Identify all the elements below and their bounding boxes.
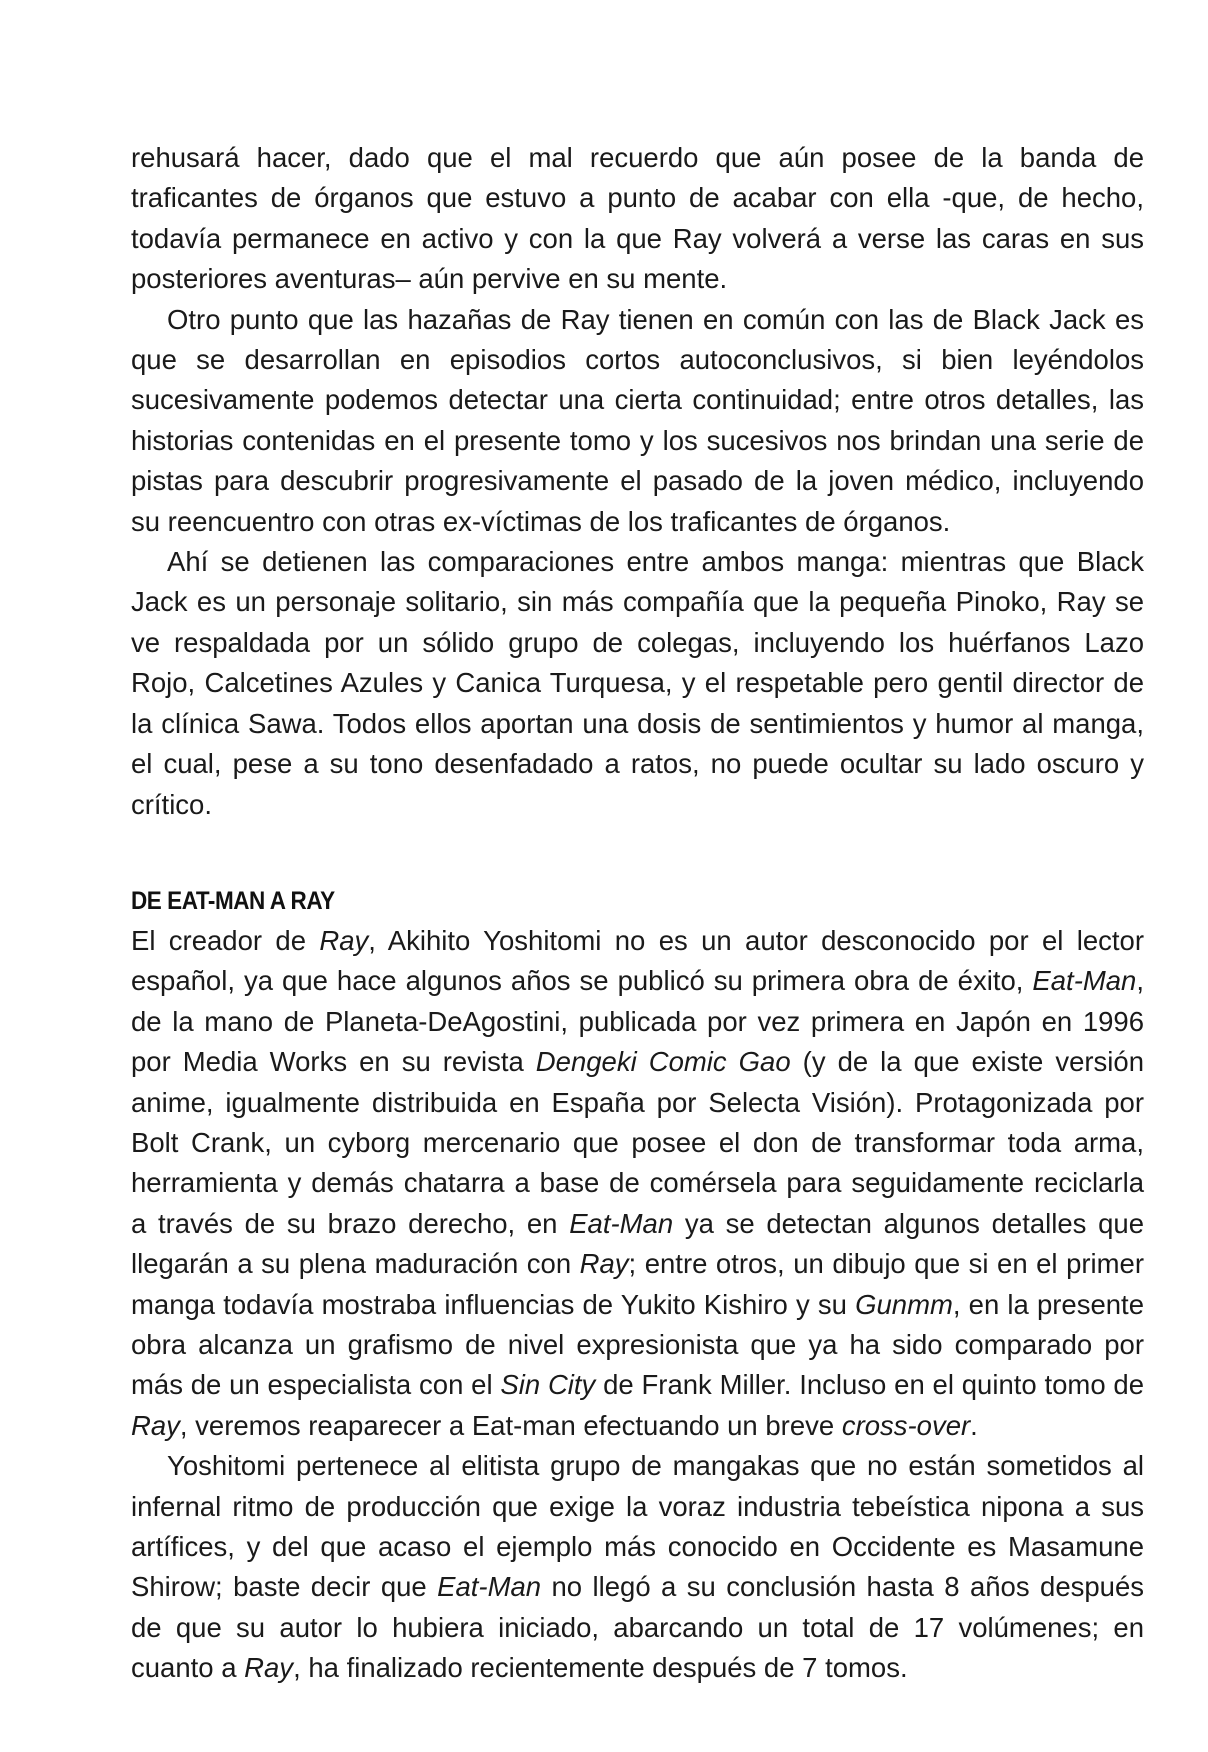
italic-title: Ray — [244, 1652, 294, 1684]
section-intro — [131, 138, 1144, 825]
text-run: . — [970, 1409, 978, 1441]
text-run: Ahí se detienen las comparaciones entre ambos manga: mientras que Black Jack es un personaje solitario, sin más compañía que la pequeña Pinoko, Ray se ve respaldada por un sólido grupo de colegas, incluyendo los huérfanos Lazo Rojo, Calcetines Azules y Canica Turquesa, y el respetable pero gentil director de la clínica Sawa. Todos ellos aportan una dosis de sentimientos y humor al manga, el cual, pese a su tono desenfadado a ratos, no puede ocultar su lado oscuro y crítico. — [131, 546, 1144, 820]
text-run: , Akihito Yoshitomi no es un autor desconocido por el lector español, ya que hace algunos años se publicó su primera obra de éxito, — [131, 924, 1144, 997]
text-run: , de la mano de Planeta-DeAgostini, publicada por vez primera en Japón en 1996 por Media Works en su revista — [131, 965, 1144, 1078]
italic-title: Eat-Man — [1032, 965, 1137, 997]
text-run: rehusará hacer, dado que el mal recuerdo que aún posee de la banda de traficantes de órganos que estuvo a punto de acabar con ella -que, de hecho, todavía permanece en activo y con la que Ray volverá a verse las caras en sus posteriores aventuras– aún pervive en su mente. — [131, 142, 1144, 295]
section-de-eat-man-a-ray — [131, 921, 1144, 1689]
text-run: de Frank Miller. Incluso en el quinto tomo de — [595, 1369, 1145, 1401]
text-run: , veremos reaparecer a Eat-man efectuando un breve — [179, 1409, 842, 1441]
text-run: El creador de — [131, 924, 320, 956]
text-run: ya se detectan algunos detalles que llegarán a su plena maduración con — [131, 1207, 1144, 1280]
text-run: ; entre otros, un dibujo que si en el primer manga todavía mostraba influencias de Yukito Kishiro y su — [131, 1248, 1144, 1320]
document-page — [131, 138, 1144, 1689]
text-run: (y de la que existe versión anime, igualmente distribuida en España por Selecta Visión). Protagonizada por Bolt Crank, un cyborg mercenario que posee el don de transformar toda arma, herramienta y demás chatarra a base de comérsela para seguidamente reciclarla a través de su brazo derecho, en — [131, 1046, 1145, 1239]
italic-title: cross-over — [841, 1409, 971, 1441]
italic-title: Ray — [131, 1409, 180, 1441]
text-run: , ha finalizado recientemente después de 7 tomos. — [293, 1652, 908, 1684]
italic-title: Gunmm — [855, 1288, 953, 1320]
text-run: no llegó a su conclusión hasta 8 años después de que su autor lo hubiera iniciado, abarcando un total de 17 volúmenes; en cuanto a — [131, 1571, 1144, 1684]
italic-title: Sin City — [500, 1369, 596, 1401]
italic-title: Eat-Man — [437, 1571, 542, 1603]
italic-title: Ray — [319, 924, 369, 956]
italic-title: Eat-Man — [569, 1207, 674, 1239]
paragraph — [131, 138, 1144, 300]
text-run: Otro punto que las hazañas de Ray tienen en común con las de Black Jack es que se desarrollan en episodios cortos autoconclusivos, si bien leyéndolos sucesivamente podemos detectar una cierta continuidad; entre otros detalles, las historias contenidas en el presente tomo y los sucesivos nos brindan una serie de pistas para descubrir progresivamente el pasado de la joven médico, incluyendo su reencuentro con otras ex-víctimas de los traficantes de órganos. — [131, 303, 1144, 537]
paragraph — [131, 921, 1144, 1446]
text-run: , en la presente obra alcanza un grafismo de nivel expresionista que ya ha sido comparado por más de un especialista con el — [131, 1288, 1144, 1401]
italic-title: Dengeki Comic Gao — [535, 1046, 791, 1078]
paragraph — [131, 300, 1144, 542]
text-run: Yoshitomi pertenece al elitista grupo de mangakas que no están sometidos al infernal ritmo de producción que exige la voraz industria tebeística nipona a sus artífices, y del que acaso el ejemplo más conocido en Occidente es Masamune Shirow; baste decir que — [131, 1450, 1144, 1603]
paragraph — [131, 542, 1144, 825]
italic-title: Ray — [579, 1248, 629, 1280]
section-heading: DE EAT-MAN A RAY — [131, 886, 335, 915]
paragraph — [131, 1446, 1144, 1688]
